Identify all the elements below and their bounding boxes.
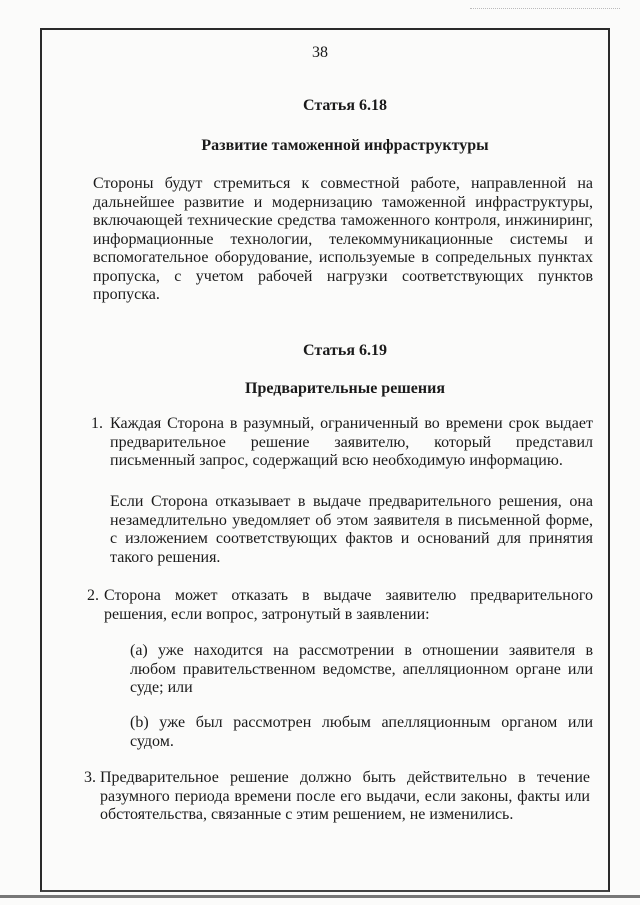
page-bottom-edge [0,895,640,898]
page-number: 38 [312,44,328,61]
item-2-subitem-a: (a) уже находится на рассмотрении в отношении заявителя в любом правительственном ведомстве, апелляционном органе или суде; или [130,642,593,696]
item-3-text: Предварительное решение должно быть действительно в течение разумного периода времени после его выдачи, если законы, факты или обстоятельства, связанные с этим решением, не изменились. [100,769,590,823]
article-6-18-subtitle: Развитие таможенной инфраструктуры [201,137,489,154]
item-2-subitem-b: (b) уже был рассмотрен любым апелляционным органом или судом. [130,714,593,750]
article-6-19-subtitle: Предварительные решения [245,380,445,397]
article-6-19-title: Статья 6.19 [303,342,387,359]
item-1-text: Каждая Сторона в разумный, ограниченный во времени срок выдает предварительное решение заявителю, который представил письменный запрос, содержащий всю необходимую информацию. [110,415,593,469]
item-2-number: 2. [87,587,99,604]
scan-artifact [470,8,620,13]
item-1-number: 1. [91,415,103,432]
article-6-18-title: Статья 6.18 [303,97,387,114]
article-6-18-body: Стороны будут стремиться к совместной работе, направленной на дальнейшее развитие и модернизацию таможенной инфраструктуры, включающей технические средства таможенного контроля, инжиниринг, информационные технологии, телекоммуникационные системы и вспомогательное оборудование, используемые в сопредельных пунктах пропуска, с учетом рабочей нагрузки соответствующих пунктов пропуска. [93,175,593,303]
item-1-continuation: Если Сторона отказывает в выдаче предварительного решения, она незамедлительно уведомляет об этом заявителя в письменной форме, с изложением соответствующих фактов и оснований для принятия такого решения. [110,493,593,566]
item-3-number: 3. [84,769,96,786]
item-2-text: Сторона может отказать в выдаче заявителю предварительного решения, если вопрос, затронутый в заявлении: [104,587,593,623]
